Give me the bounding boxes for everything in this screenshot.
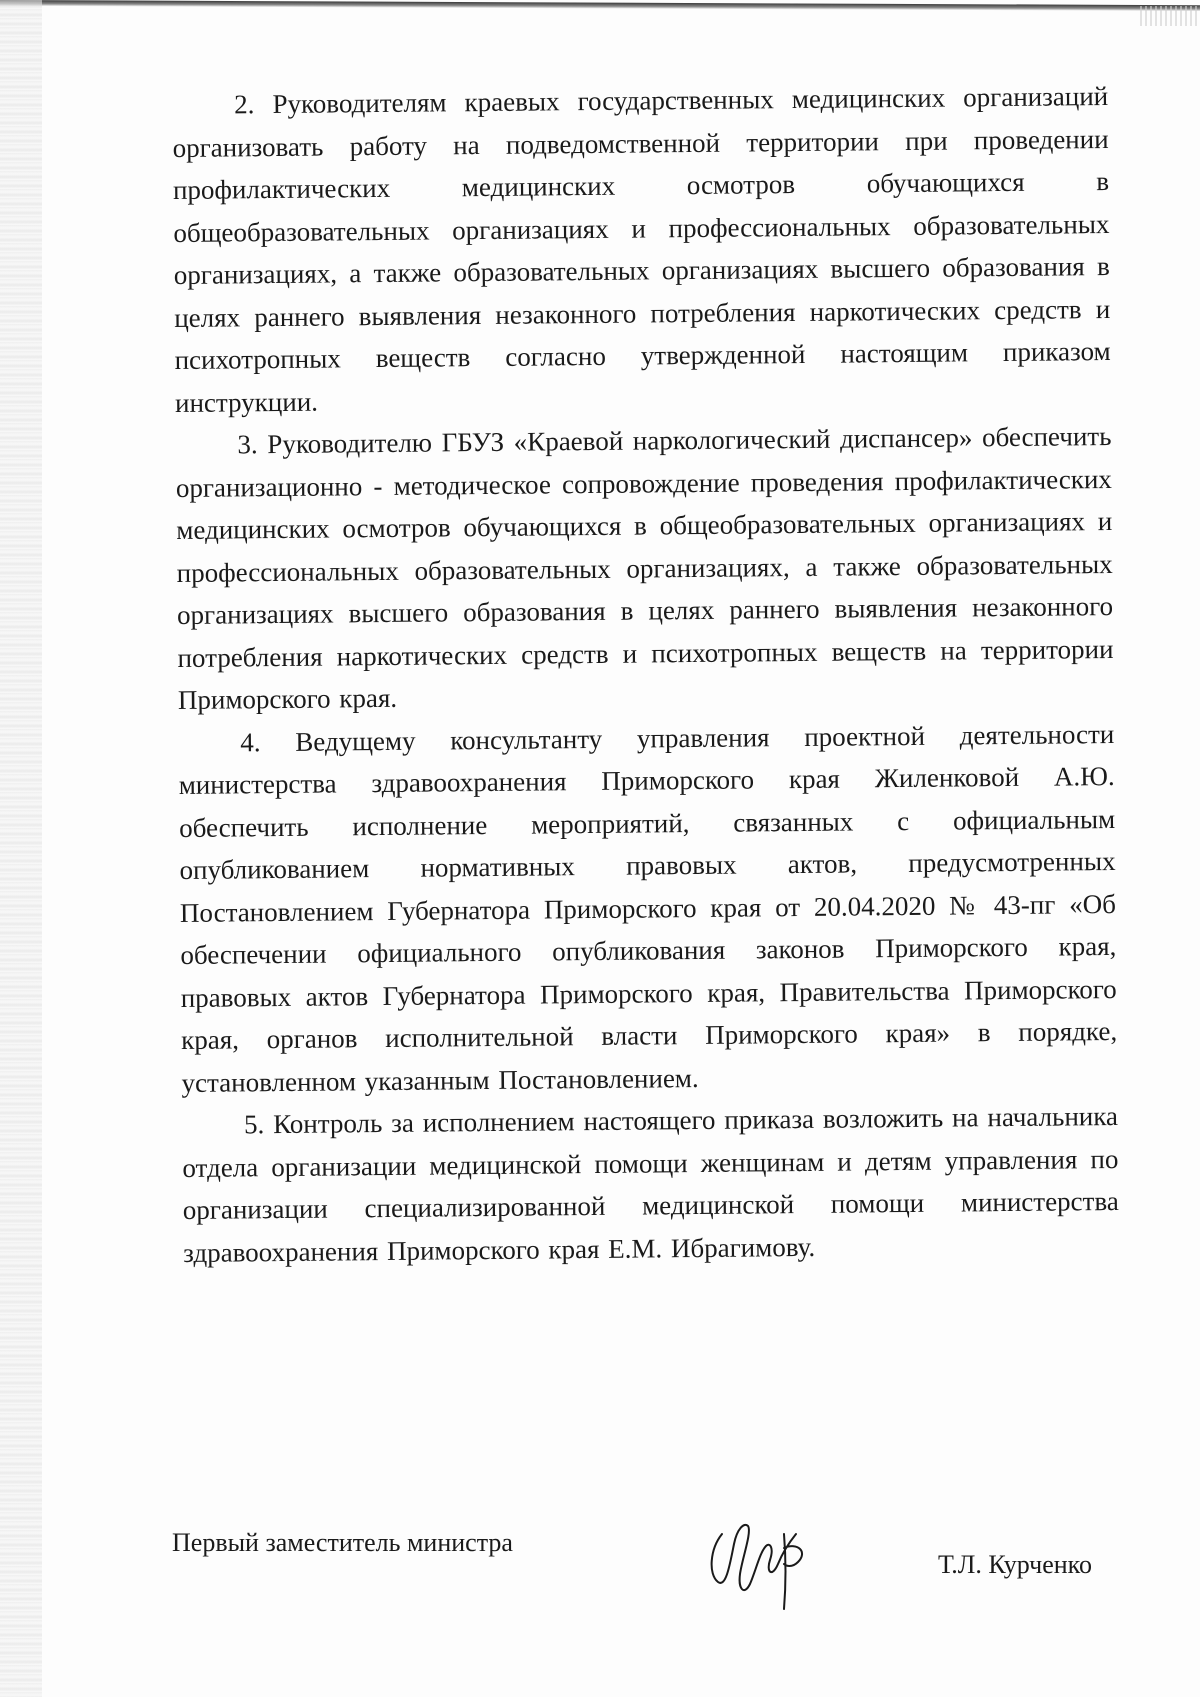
scan-corner-noise bbox=[1140, 6, 1200, 26]
signature-block bbox=[172, 1522, 1092, 1612]
signatory-position: Первый заместитель министра bbox=[172, 1528, 513, 1557]
paragraph-2 bbox=[172, 75, 1111, 424]
paragraph-2-text: 2. Руководителям краевых государственных медицинских организаций организовать работу на подведомственной территории при проведении профилактических медицинских осмотров обучающихся в общеобразовательных организациях и профессиональных образовательных организациях, а также образовательных организациях высшего образования в целях раннего выявления незаконного потребления наркотических средств и психотропных веществ согласно утвержденной настоящим приказом инструкции. bbox=[172, 81, 1111, 418]
signatory-name: Т.Л. Курченко bbox=[938, 1550, 1092, 1579]
paragraph-4-text: 4. Ведущему консультанту управления проектной деятельности министерства здравоохранения Приморского края Жиленковой А.Ю. обеспечить исполнение мероприятий, связанных с официальным опубликованием нормативных правовых актов, предусмотренных Постановлением Губернатора Приморского края от 20.04.2020 № 43-пг «Об обеспечении официального опубликования законов Приморского края, правовых актов Губернатора Приморского края, Правительства Приморского края, органов исполнительной власти Приморского края» в порядке, установленном указанным Постановлением. bbox=[178, 718, 1118, 1098]
paragraph-3-text: 3. Руководителю ГБУЗ «Краевой наркологический диспансер» обеспечить организационно - методическое сопровождение проведения профилактических медицинских осмотров обучающихся в общеобразовательных организациях и профессиональных образовательных организациях, а также образовательных организациях высшего образования в целях раннего выявления незаконного потребления наркотических средств и психотропных веществ на территории Приморского края. bbox=[175, 420, 1114, 715]
paragraph-5-text: 5. Контроль за исполнением настоящего приказа возложить на начальника отдела организации медицинской помощи женщинам и детям управления по организации специализированной медицинской помощи министерства здравоохранения Приморского края Е.М. Ибрагимову. bbox=[182, 1100, 1119, 1268]
scan-left-edge bbox=[0, 0, 42, 1697]
paragraph-4 bbox=[178, 712, 1118, 1103]
scan-top-edge bbox=[0, 0, 1200, 11]
document-body bbox=[172, 75, 1119, 1274]
handwritten-signature bbox=[700, 1504, 820, 1614]
paragraph-5 bbox=[182, 1095, 1120, 1274]
paragraph-3 bbox=[175, 415, 1114, 721]
